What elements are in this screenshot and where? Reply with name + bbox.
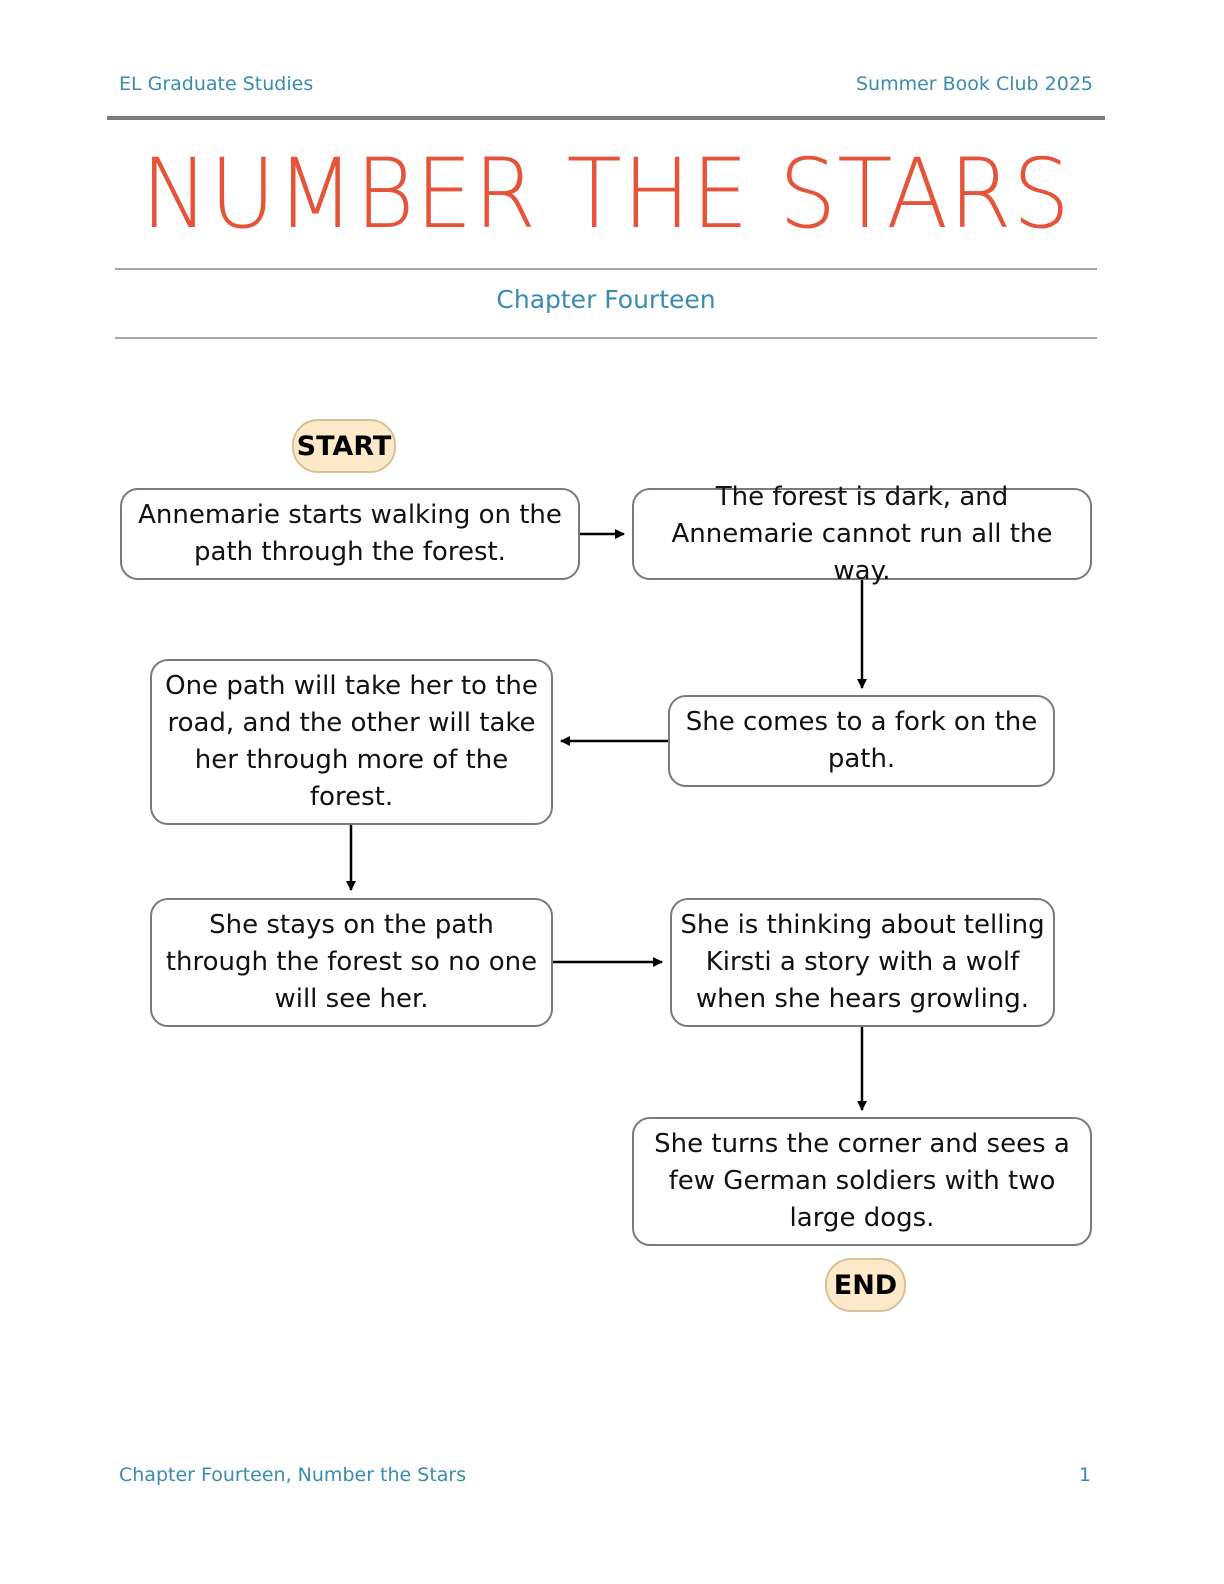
flow-step-3: She comes to a fork on the path. (668, 695, 1055, 787)
flow-step-4: One path will take her to the road, and the other will take her through more of the forest. (150, 659, 553, 825)
flow-step-5: She stays on the path through the forest so no one will see her. (150, 898, 553, 1027)
end-terminal: END (825, 1258, 906, 1312)
page-title: NUMBER THE STARS (141, 138, 1071, 250)
flow-step-7: She turns the corner and sees a few German soldiers with two large dogs. (632, 1117, 1092, 1246)
start-terminal: START (292, 419, 396, 473)
header-right-text: Summer Book Club 2025 (855, 73, 1093, 95)
flow-step-6: She is thinking about telling Kirsti a story with a wolf when she hears growling. (670, 898, 1055, 1027)
page-number: 1 (1078, 1464, 1091, 1486)
header-left-text: EL Graduate Studies (119, 73, 314, 95)
flow-step-1: Annemarie starts walking on the path through the forest. (120, 488, 580, 580)
flow-step-2: The forest is dark, and Annemarie cannot run all the way. (632, 488, 1092, 580)
chapter-heading: Chapter Fourteen (496, 285, 716, 314)
footer-title: Chapter Fourteen, Number the Stars (119, 1464, 467, 1486)
